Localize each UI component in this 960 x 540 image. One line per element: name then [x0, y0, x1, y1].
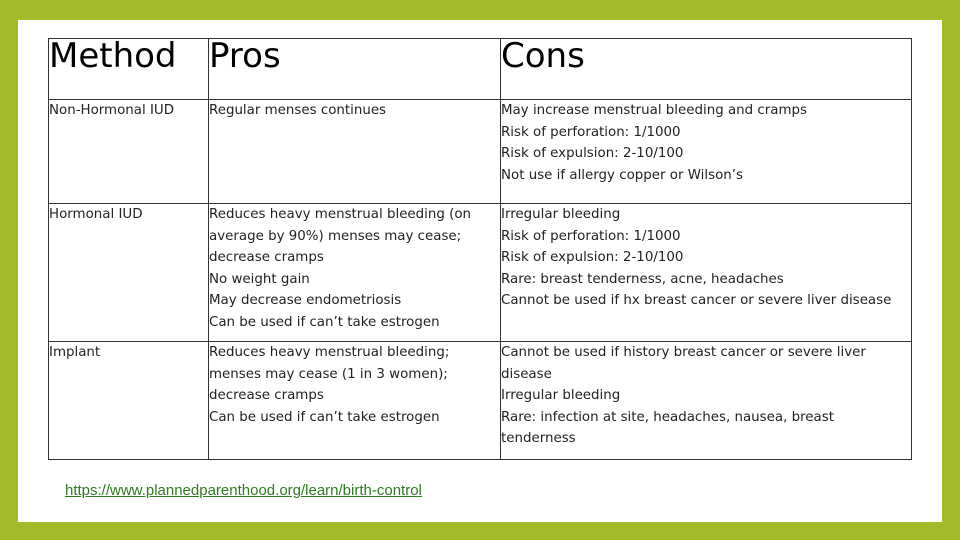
cons-item: Rare: breast tenderness, acne, headaches [501, 271, 784, 287]
pros-item: May decrease endometriosis [209, 293, 402, 308]
table-header-row [49, 39, 912, 100]
table-row [49, 342, 912, 460]
header-cons: Cons [501, 39, 912, 100]
pros-item: Can be used if can’t take estrogen [209, 409, 440, 425]
cons-item: Risk of perforation: 1/1000 [501, 228, 681, 244]
pros-item: Regular menses continues [209, 103, 387, 118]
cons-cell [501, 204, 912, 342]
pros-cell [209, 100, 501, 204]
cons-item: Not use if allergy copper or Wilson’s [501, 167, 743, 183]
cons-item: Cannot be used if hx breast cancer or severe liver disease [501, 293, 892, 308]
table-row [49, 100, 912, 204]
pros-item: Reduces heavy menstrual bleeding; menses may cease (1 in 3 women); decrease cramps [209, 345, 450, 403]
source-link[interactable]: https://www.plannedparenthood.org/learn/birth-control [65, 482, 422, 499]
method-cell: Implant [49, 342, 209, 460]
cons-item: Risk of expulsion: 2-10/100 [501, 250, 684, 265]
header-method: Method [49, 39, 209, 100]
cons-item: Rare: infection at site, headaches, nausea, breast tenderness [501, 409, 834, 446]
pros-item: Reduces heavy menstrual bleeding (on average by 90%) menses may cease; decrease cramps [209, 207, 472, 265]
table-row [49, 204, 912, 342]
comparison-table [48, 38, 912, 460]
method-cell: Hormonal IUD [49, 204, 209, 342]
header-pros: Pros [209, 39, 501, 100]
cons-item: May increase menstrual bleeding and cramps [501, 103, 808, 118]
slide [18, 20, 942, 522]
method-cell: Non-Hormonal IUD [49, 100, 209, 204]
pros-cell [209, 204, 501, 342]
cons-cell [501, 342, 912, 460]
cons-item: Cannot be used if history breast cancer or severe liver disease [501, 345, 866, 382]
cons-item: Irregular bleeding [501, 388, 621, 403]
pros-item: No weight gain [209, 271, 310, 287]
cons-item: Risk of expulsion: 2-10/100 [501, 146, 684, 161]
pros-item: Can be used if can’t take estrogen [209, 314, 440, 330]
pros-cell [209, 342, 501, 460]
cons-cell [501, 100, 912, 204]
cons-item: Irregular bleeding [501, 207, 621, 222]
cons-item: Risk of perforation: 1/1000 [501, 124, 681, 140]
